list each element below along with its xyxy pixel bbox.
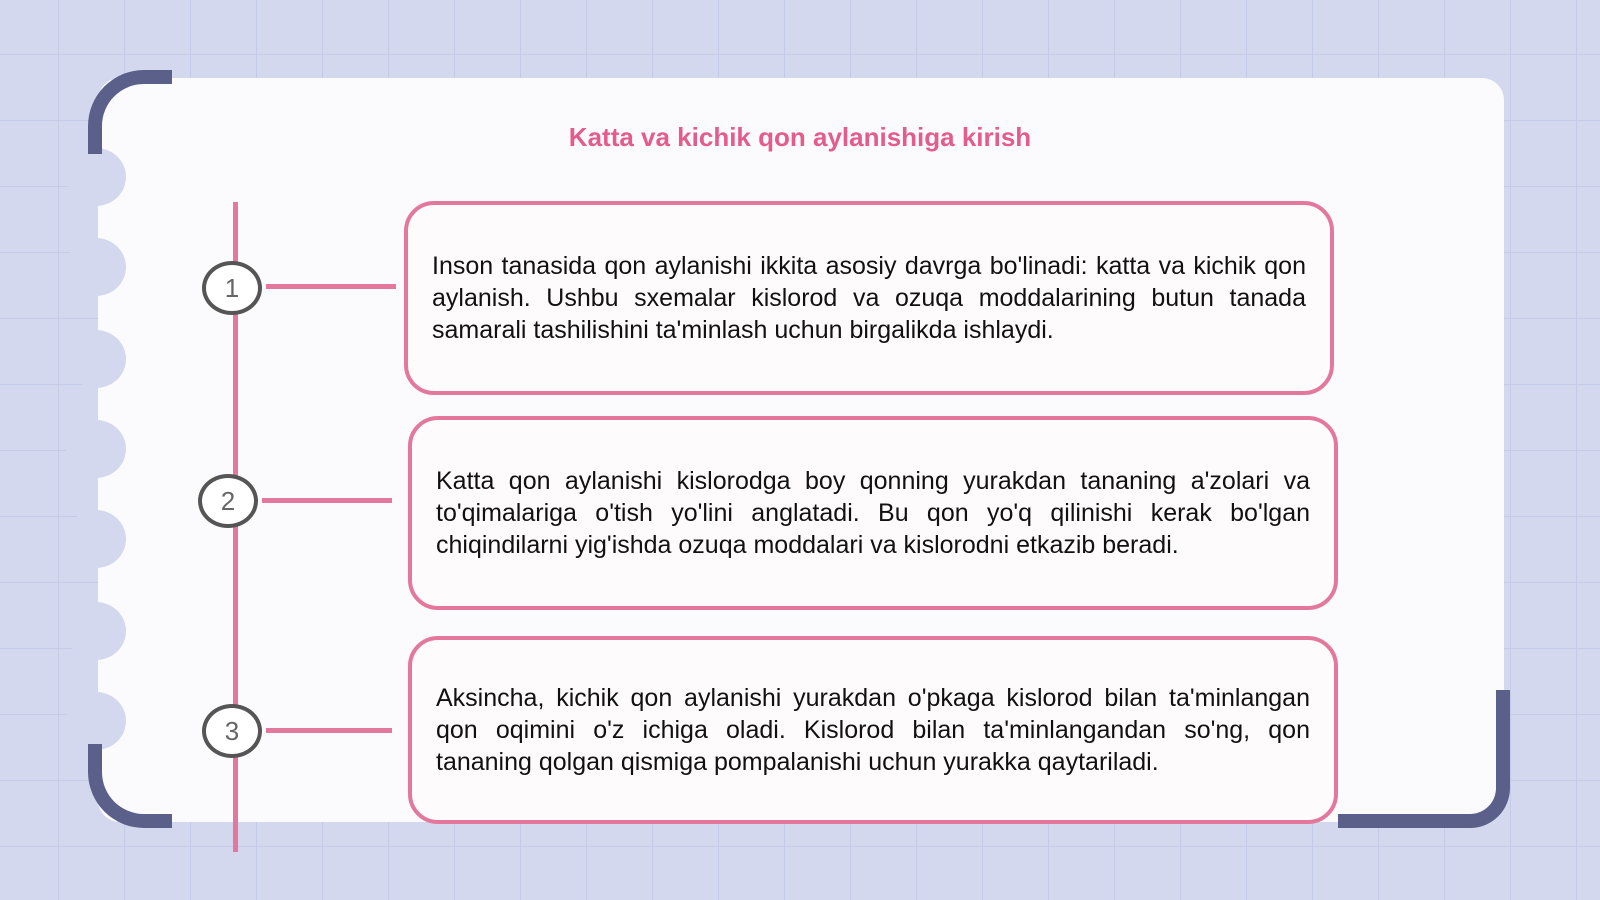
timeline-connector (262, 498, 392, 503)
step-text-box (404, 201, 1334, 395)
step-number-badge: 2 (198, 474, 258, 528)
step-text: Katta qon aylanishi kislorodga boy qonning yurakdan tananing a'zolari va to'qimalariga o'tish yo'lini anglatadi. Bu qon yo'q qilinishi kerak bo'lgan chiqindilarni yig'ishda ozuqa moddalari va kislorodni etkazib beradi. (436, 467, 1310, 559)
notebook-hole (66, 148, 126, 206)
notebook-hole (66, 692, 126, 750)
timeline-connector (266, 284, 396, 289)
notebook-hole (66, 330, 126, 388)
notebook-hole (66, 510, 126, 568)
notebook-hole (66, 420, 126, 478)
step-number-badge: 3 (202, 704, 262, 758)
frame-corner-bottom-right (1338, 690, 1510, 828)
step-number-badge: 1 (202, 261, 262, 315)
notebook-hole (66, 602, 126, 660)
slide-title: Katta va kichik qon aylanishiga kirish (568, 122, 1032, 152)
frame-corner-bottom-left (88, 744, 172, 828)
step-text: Aksincha, kichik qon aylanishi yurakdan o'pkaga kislorod bilan ta'minlangan qon oqimini o'z ichiga oladi. Kislorod bilan ta'minlangandan so'ng, qon tananing qolgan qismiga pompalanishi uchun yurakka qaytariladi. (436, 684, 1310, 776)
notebook-hole (66, 238, 126, 296)
timeline-connector (266, 728, 392, 733)
step-text-box (408, 416, 1338, 610)
step-text: Inson tanasida qon aylanishi ikkita asosiy davrga bo'linadi: katta va kichik qon aylanish. Ushbu sxemalar kislorod va ozuqa moddalarining butun tanada samarali tashilishini ta'minlash uchun birgalikda ishlaydi. (432, 252, 1306, 344)
step-text-box (408, 636, 1338, 824)
